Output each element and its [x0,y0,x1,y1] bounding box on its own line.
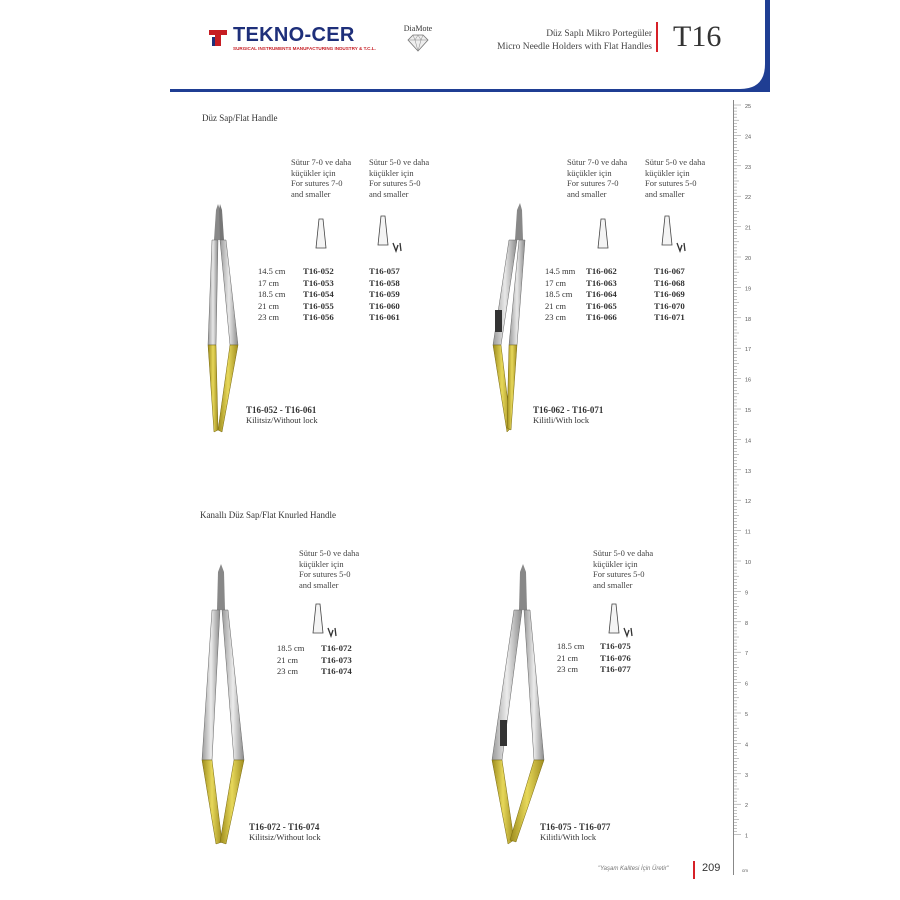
product-code: T16-053 [303,277,334,288]
needle-holder-image [482,560,552,845]
product-code: T16-062 [586,266,617,276]
caption-sub: Kilitli/With lock [533,415,590,425]
brand-tagline: SURGICAL INSTRUMENTS MANUFACTURING INDUSTRY & T.C.L. [233,46,376,51]
note-line: For sutures 7-0 [291,178,343,188]
size-value: 14.5 mm [545,266,576,276]
note-line: and smaller [593,579,633,590]
section-title-knurled-handle: Kanallı Düz Sap/Flat Knurled Handle [200,510,336,520]
suture-note-5-0 [645,157,705,199]
product-caption [249,822,321,842]
straight-tip-icon [314,218,328,250]
note-line: For sutures 5-0 [369,178,421,188]
ruler-label: 24 [745,134,752,141]
size-value: 18.5 cm [258,289,286,300]
ruler-label: 13 [745,468,752,475]
product-code: T16-073 [321,654,352,665]
product-code: T16-068 [654,277,685,288]
needle-holder-image [485,200,545,435]
size-value: 23 cm [277,666,299,677]
note-line: Sütur 5-0 ve daha [369,157,430,167]
ruler-label: 20 [745,256,752,262]
product-caption [540,822,610,842]
note-line: and smaller [645,188,685,199]
size-value: 17 cm [545,277,567,288]
size-value: 18.5 cm [545,289,573,300]
diamote-label: DiaMote [403,24,433,33]
ruler-label: 5 [745,712,749,718]
product-code: T16-052 [303,266,334,276]
code-column [654,266,685,324]
caption-code: T16-052 - T16-061 [246,405,317,415]
note-line: Sütur 7-0 ve daha [291,157,352,167]
product-code: T16-067 [654,266,685,276]
ruler-label: 8 [745,620,749,627]
size-value: 18.5 cm [277,643,305,653]
page-number: 209 [702,862,721,874]
ruler-label: 11 [745,529,751,536]
code-column [600,641,631,676]
note-line: For sutures 7-0 [567,178,619,188]
footer-divider [693,861,695,879]
suture-note-5-0 [593,548,653,590]
ruler-label: 23 [745,164,752,171]
suture-note-5-0 [369,157,429,199]
ruler-label: 15 [745,408,752,414]
product-code: T16-058 [369,277,400,288]
ruler-label: 2 [745,803,749,810]
needle-holder-image [200,560,260,845]
ruler-label: 9 [745,590,749,597]
ruler-label: 4 [745,742,749,749]
note-line: For sutures 5-0 [299,569,351,579]
note-line: and smaller [567,188,607,199]
size-value: 14.5 cm [258,266,286,276]
size-value: 21 cm [258,300,280,311]
brand-name: TEKNO-CER [233,24,355,46]
code-column [303,266,334,324]
size-column [258,266,285,324]
size-value: 21 cm [557,652,579,663]
note-line: Sütur 5-0 ve daha [593,548,654,558]
product-code: T16-063 [586,277,617,288]
ruler-label: 3 [745,772,749,779]
size-value: 18.5 cm [557,641,585,651]
ruler-unit: cm [742,868,748,873]
product-code: T16-054 [303,289,334,300]
size-value: 23 cm [557,664,579,675]
note-line: küçükler için [291,167,336,178]
ruler-label: 14 [745,438,752,445]
size-column [277,643,304,678]
product-code: T16-056 [303,312,334,323]
product-code: T16-061 [369,312,400,323]
note-line: küçükler için [645,167,690,178]
product-code: T16-070 [654,300,685,311]
product-code: T16-077 [600,664,631,675]
catalog-code: T16 [673,20,722,53]
caption-sub: Kilitsiz/Without lock [246,415,318,425]
caption-sub: Kilitsiz/Without lock [249,832,321,842]
note-line: küçükler için [567,167,612,178]
product-code: T16-055 [303,300,334,311]
size-column [545,266,575,324]
product-code: T16-059 [369,289,400,300]
size-value: 23 cm [258,312,280,323]
product-code: T16-057 [369,266,400,276]
ruler-ticks [734,100,756,875]
product-code: T16-071 [654,312,685,323]
curved-tip-icon [676,241,688,253]
note-line: and smaller [291,188,331,199]
straight-tip-icon [311,603,325,635]
ruler-label: 19 [745,286,752,293]
header-title-en: Micro Needle Holders with Flat Handles [497,42,652,52]
caption-sub: Kilitli/With lock [540,832,597,842]
code-column [369,266,400,324]
caption-code: T16-072 - T16-074 [249,822,320,832]
ruler-label: 21 [745,225,752,232]
ruler-label: 25 [745,104,752,110]
needle-holder-image [200,200,250,435]
product-code: T16-065 [586,300,617,311]
note-line: Sütur 7-0 ve daha [567,157,628,167]
curved-tip-icon [327,626,339,638]
note-line: küçükler için [299,558,344,569]
ruler-label: 17 [745,347,752,354]
ruler-label: 18 [745,316,752,323]
ruler-label: 6 [745,681,749,688]
curved-tip-icon [392,241,404,253]
product-caption [246,405,318,425]
code-column [586,266,617,324]
suture-note-7-0 [291,157,351,199]
note-line: For sutures 5-0 [645,178,697,188]
product-caption [533,405,603,425]
straight-tip-icon [660,215,674,247]
product-code: T16-076 [600,652,631,663]
suture-note-5-0 [299,548,359,590]
ruler-label: 10 [745,560,752,566]
note-line: Sütur 5-0 ve daha [299,548,360,558]
ruler-label: 16 [745,377,752,384]
note-line: küçükler için [593,558,638,569]
product-code: T16-060 [369,300,400,311]
note-line: and smaller [299,579,339,590]
section-title-flat-handle: Düz Sap/Flat Handle [202,113,278,123]
product-code: T16-066 [586,312,617,323]
code-column [321,643,352,678]
size-value: 21 cm [277,654,299,665]
ruler [733,100,756,875]
product-code: T16-069 [654,289,685,300]
size-value: 17 cm [258,277,280,288]
curved-tip-icon [623,626,635,638]
note-line: küçükler için [369,167,414,178]
size-column [557,641,584,676]
note-line: and smaller [369,188,409,199]
product-code: T16-064 [586,289,617,300]
footer-slogan: "Yaşam Kalitesi İçin Üretir" [598,866,669,872]
ruler-label: 12 [745,499,752,506]
ruler-label: 1 [745,833,749,840]
product-code: T16-075 [600,641,631,651]
size-value: 21 cm [545,300,567,311]
header-band [0,0,900,100]
ruler-label: 7 [745,651,749,658]
header-title-tr: Düz Saplı Mikro Portegüler [546,29,652,39]
ruler-label: 22 [745,195,752,202]
caption-code: T16-075 - T16-077 [540,822,611,832]
suture-note-7-0 [567,157,627,199]
note-line: Sütur 5-0 ve daha [645,157,706,167]
note-line: For sutures 5-0 [593,569,645,579]
product-code: T16-072 [321,643,352,653]
caption-code: T16-062 - T16-071 [533,405,604,415]
straight-tip-icon [607,603,621,635]
straight-tip-icon [376,215,390,247]
product-code: T16-074 [321,666,352,677]
size-value: 23 cm [545,312,567,323]
straight-tip-icon [596,218,610,250]
